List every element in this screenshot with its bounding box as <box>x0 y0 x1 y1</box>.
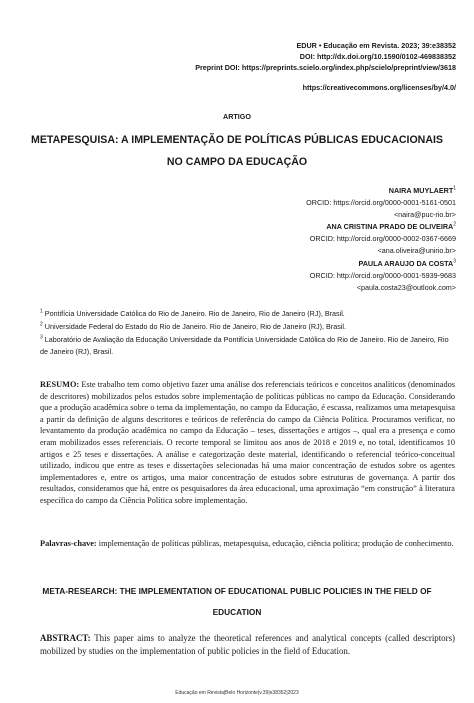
doi-link[interactable]: DOI: http://dx.doi.org/10.1590/0102-469838352 <box>299 52 456 61</box>
abstract <box>40 632 455 657</box>
author-email[interactable]: <naira@puc-rio.br> <box>393 210 456 220</box>
page-footer: Educação em Revista|Belo Horizonte|v.39|e38352|2023 <box>175 690 299 696</box>
affiliation-item: $^1$ Pontifícia Universidade Católica do Rio de Janeiro. Rio de Janeiro, Rio de Janeiro (RJ), Brasil. <box>40 308 345 318</box>
keywords <box>40 538 455 550</box>
author-email[interactable]: <paula.costa23@outlook.com> <box>356 282 456 292</box>
resumo-text: Este trabalho tem como objetivo fazer uma análise dos referenciais teóricos e conceitos analíticos (denominados de descritores) mobilizados pelos estudos sobre implementação de políticas públicas no campo da Educação. Considerando que a produção acadêmica sobre o tema da implementação, no campo da Educação, é escassa, realizamos uma metapesquisa a partir da definição de alguns descritores e teóricos de referência do campo da Ciência Política. Procuramos verificar, no levantamento da produção acadêmica no campo da Educação – teses, dissertações e artigos –, qual era a presença e como eram mobilizados esses referenciais. O recorte temporal se limitou aos anos de 2018 e 2019 e, no total, identificamos 10 artigos e 25 teses e dissertações. A análise e categorização deste material, identificando o referencial teórico-conceitual utilizado, indicou que entre as teses e dissertações selecionadas há uma maior concentração de estudos sobre os agentes implementadores e, entre os artigos, uma maior concentração de estudos sobre estruturas de governança. A partir dos resultados, consideramos que há, entre os pesquisadores da área educacional, uma aproximação “em construção” à literatura específica do campo da Ciência Política sobre implementação. <box>40 380 455 505</box>
author-email[interactable]: <ana.oliveira@unirio.br> <box>377 246 456 256</box>
preprint-doi-link[interactable]: Preprint DOI: https://preprints.scielo.org/index.php/scielo/preprint/view/3618 <box>195 63 456 72</box>
resumo <box>40 379 455 507</box>
affiliation-item: $^3$ Laboratório de Avaliação da Educação Universidade da Pontifícia Universidade Católica do Rio de Janeiro. Rio de Janeiro, Rio de Janeiro (RJ), Brasil. <box>40 334 449 357</box>
article-title: METAPESQUISA: A IMPLEMENTAÇÃO DE POLÍTICAS PÚBLICAS EDUCACIONAIS NO CAMPO DA EDUCAÇÃO <box>31 134 443 168</box>
section-label: ARTIGO <box>223 112 251 121</box>
author-orcid[interactable]: ORCID: http://orcid.org/0000-0001-5939-9683 <box>309 270 456 280</box>
abstract-text: This paper aims to analyze the theoretical references and analytical concepts (called descriptors) mobilized by studies on the implementation of public policies in the field of Education. <box>40 633 455 656</box>
affiliation-item: $^2$ Universidade Federal do Estado do Rio de Janeiro. Rio de Janeiro, Rio de Janeiro (RJ), Brasil. <box>40 321 347 331</box>
author-block <box>306 185 456 221</box>
author-orcid[interactable]: ORCID: https://orcid.org/0000-0001-5161-0501 <box>306 198 456 208</box>
author-list <box>306 185 456 294</box>
author-orcid[interactable]: ORCID: http://orcid.org/0000-0002-0367-6669 <box>309 234 456 244</box>
abstract-label: ABSTRACT: <box>40 633 91 643</box>
journal-citation: EDUR • Educação em Revista. 2023; 39:e38352 <box>296 41 456 50</box>
keywords-label: Palavras-chave: <box>40 539 97 548</box>
author-name: NAIRA MUYLAERT$^1$ <box>388 185 456 195</box>
journal-header <box>195 40 456 73</box>
author-block <box>306 258 456 294</box>
english-title: META-RESEARCH: THE IMPLEMENTATION OF EDUCATIONAL PUBLIC POLICIES IN THE FIELD OF EDUCATION <box>42 586 432 617</box>
license-link[interactable] <box>303 82 456 93</box>
author-name: ANA CRISTINA PRADO DE OLIVEIRA$^2$ <box>326 221 456 232</box>
resumo-label: RESUMO: <box>40 380 80 389</box>
keywords-text: implementação de políticas públicas, metapesquisa, educação, ciência política; produção de conhecimento. <box>98 539 454 548</box>
license-url[interactable]: https://creativecommons.org/licenses/by/4.0/ <box>302 83 456 92</box>
affiliations <box>40 308 455 359</box>
author-block <box>306 221 456 257</box>
author-name: PAULA ARAUJO DA COSTA$^3$ <box>358 258 456 268</box>
